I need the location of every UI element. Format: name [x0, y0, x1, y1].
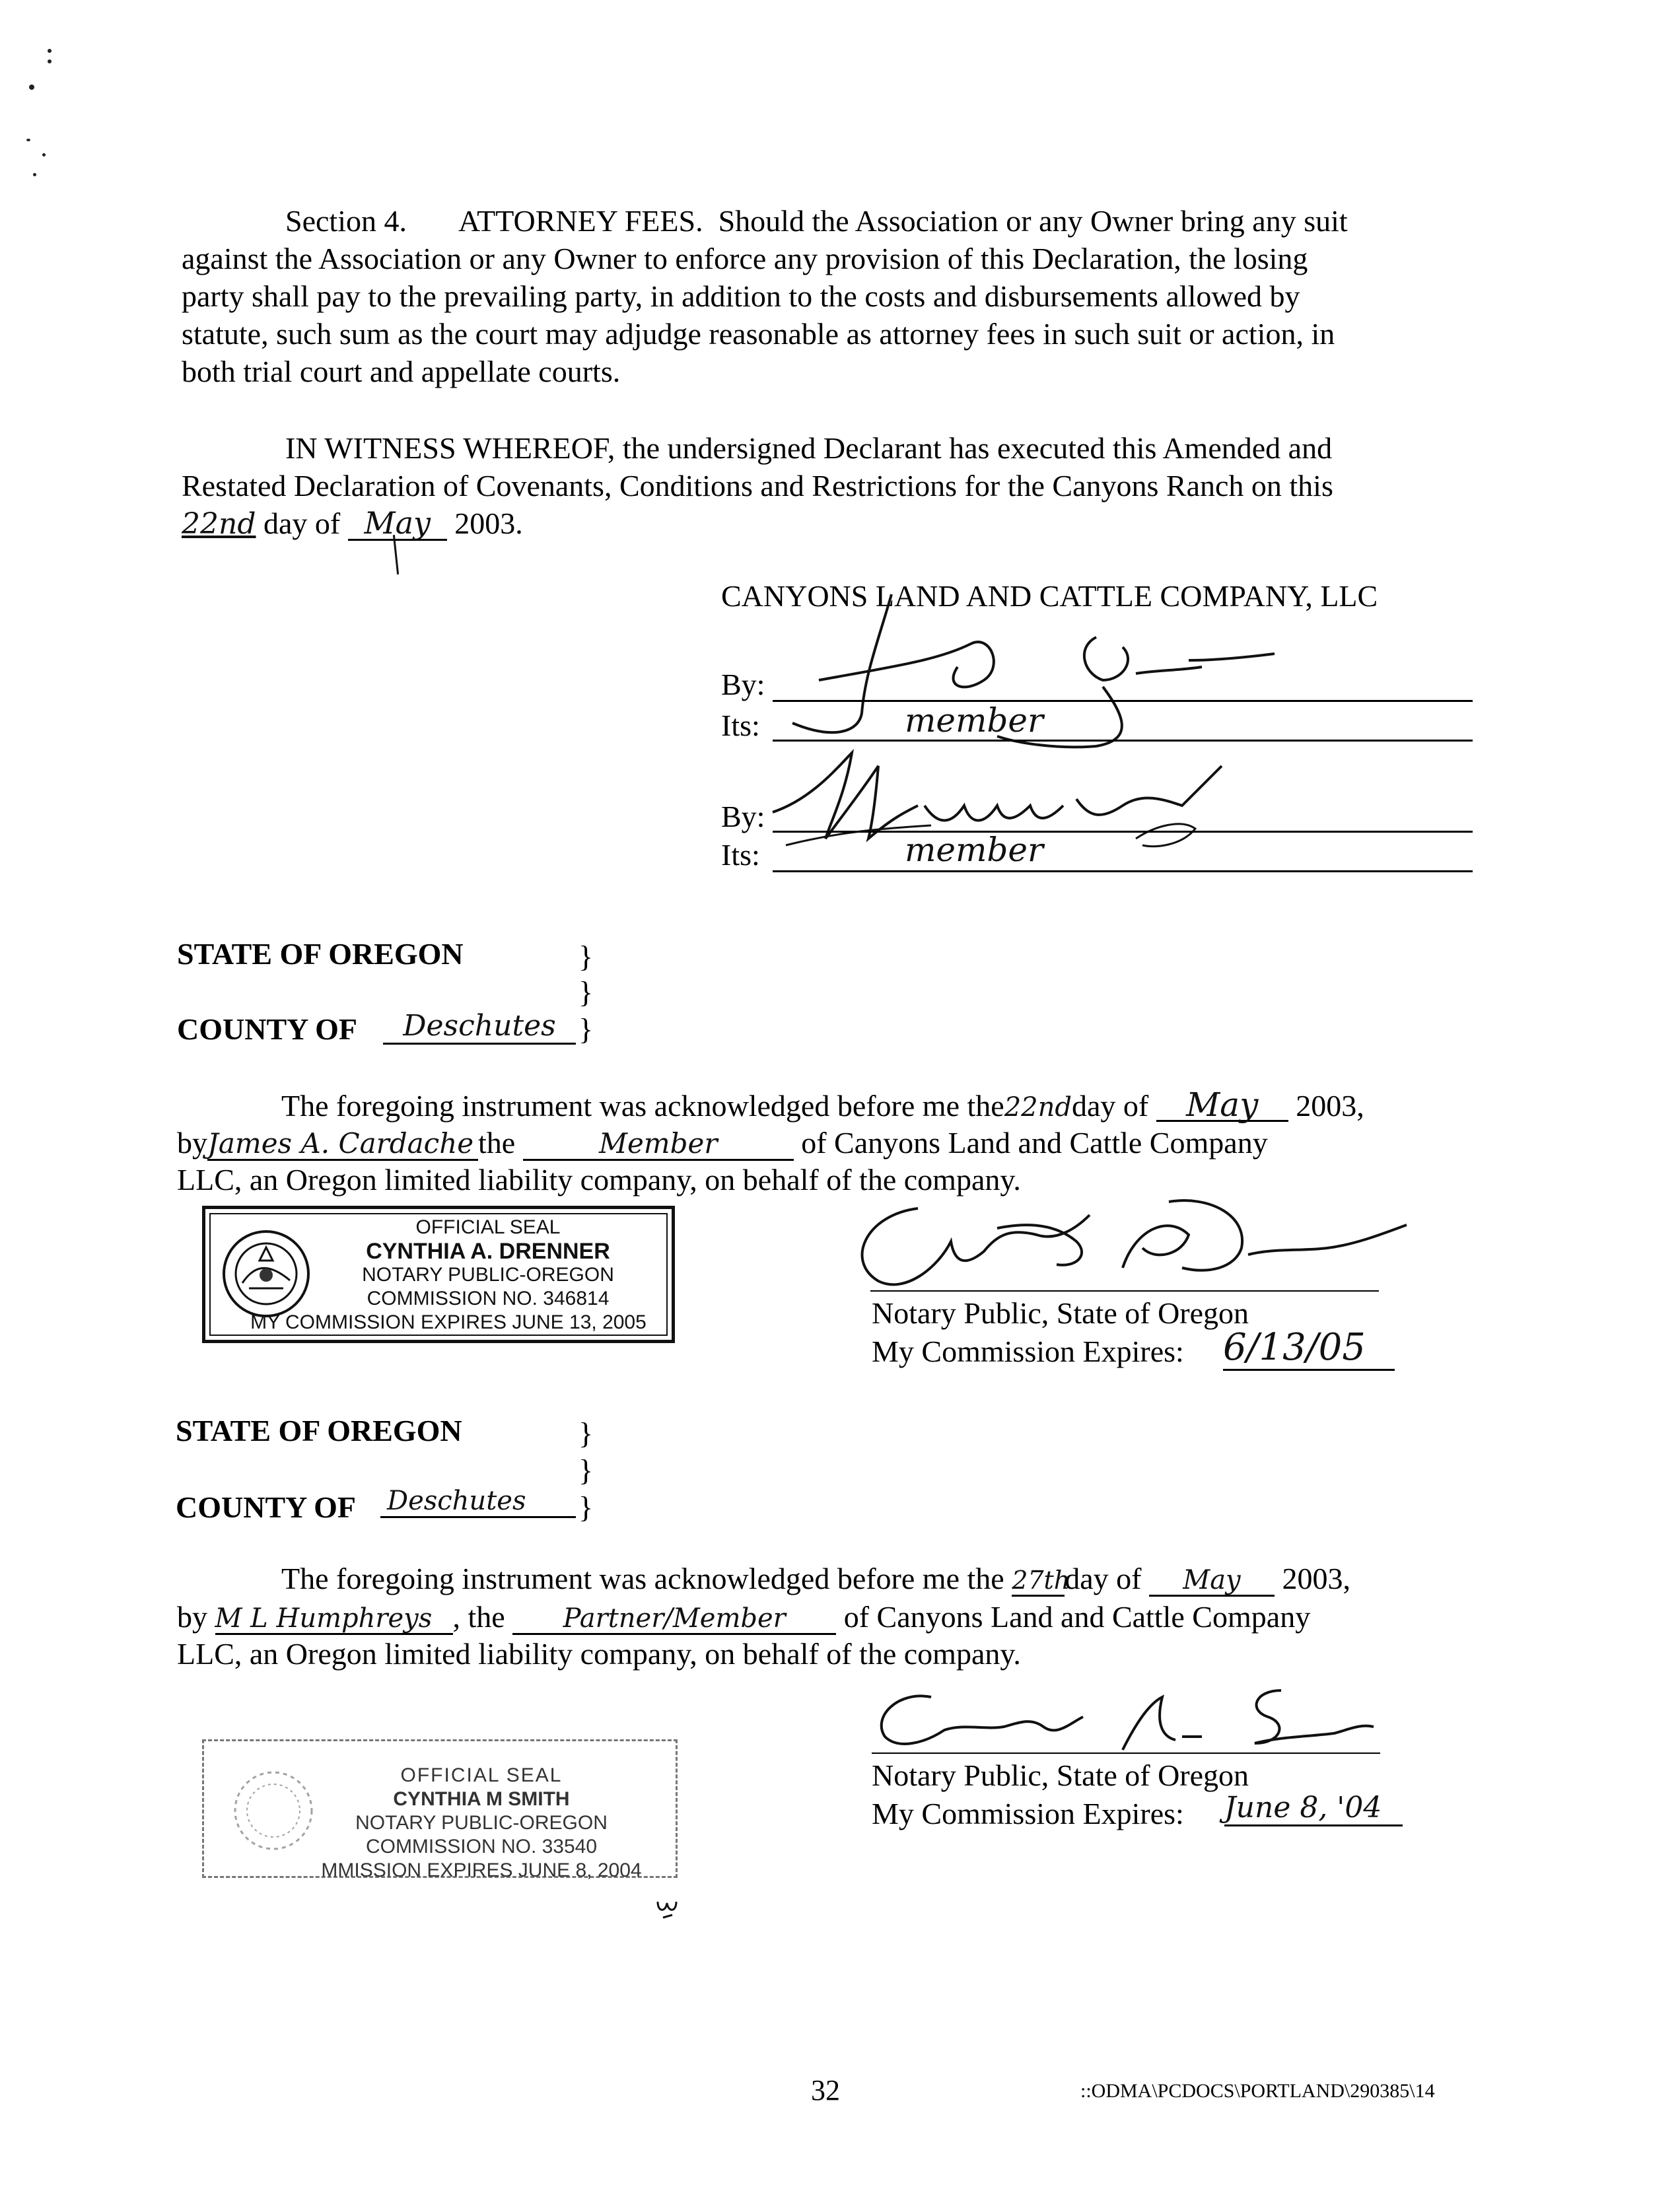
section-4-line-2: against the Association or any Owner to enforce any provision of this Declaration, the losing	[182, 242, 1308, 275]
seal-2-text	[316, 1764, 647, 1883]
seal-1-role: NOTARY PUBLIC-OREGON	[362, 1264, 614, 1286]
ack1-title-handwritten: Member	[523, 1128, 794, 1161]
seal-1-commission: COMMISSION NO. 346814	[367, 1288, 610, 1309]
ack2-line-2-end: of Canyons Land and Cattle Company	[843, 1600, 1311, 1634]
ack1-by-label: by	[177, 1126, 207, 1160]
document-path: ::ODMA\PCDOCS\PORTLAND\290385\14	[1080, 2080, 1435, 2102]
ack1-expires-label: My Commission Expires:	[872, 1335, 1184, 1368]
scan-speck	[42, 153, 46, 156]
ack2-county-label: COUNTY OF	[176, 1490, 357, 1524]
its-line-2	[773, 870, 1473, 872]
witness-day-handwritten: 22nd	[182, 507, 256, 541]
seal-2-commission: COMMISSION NO. 33540	[365, 1836, 598, 1857]
section-4-line-3: party shall pay to the prevailing party, in addition to the costs and disbursements allowed by	[182, 279, 1300, 313]
seal-2-title: OFFICIAL SEAL	[400, 1764, 563, 1786]
ack2-the-label: , the	[452, 1600, 505, 1634]
seal-1-expires: MY COMMISSION EXPIRES JUNE 13, 2005	[250, 1311, 647, 1333]
ack1-line-1	[281, 1087, 1364, 1127]
ack1-brace-1: }	[578, 940, 594, 973]
its-label-2: Its:	[721, 838, 760, 872]
scan-speck	[29, 85, 34, 90]
ack2-state: STATE OF OREGON	[176, 1414, 462, 1447]
seal-2-role: NOTARY PUBLIC-OREGON	[355, 1812, 608, 1834]
ack1-day-of: day of	[1071, 1089, 1149, 1123]
by-line-2	[773, 831, 1473, 833]
witness-line-1: IN WITNESS WHEREOF, the undersigned Declarant has executed this Amended and	[285, 431, 1333, 465]
ack1-expires-handwritten: 6/13/05	[1223, 1326, 1395, 1371]
section-4-line-4: statute, such sum as the court may adjudge reasonable as attorney fees in such suit or action, in	[182, 317, 1335, 351]
ack1-line-2-end: of Canyons Land and Cattle Company	[801, 1126, 1268, 1160]
ack2-month-handwritten: May	[1149, 1566, 1275, 1597]
its-label-1: Its:	[721, 709, 760, 742]
seal-1-title: OFFICIAL SEAL	[415, 1216, 561, 1238]
ack1-state: STATE OF OREGON	[177, 937, 464, 971]
seal-1-name: CYNTHIA A. DRENNER	[366, 1239, 610, 1264]
ack2-day-handwritten: 27th	[1012, 1566, 1065, 1597]
oregon-state-seal-faded-icon	[230, 1768, 316, 1854]
notary-seal-1	[202, 1206, 675, 1343]
scan-speck	[48, 49, 52, 53]
ack2-notary-label: Notary Public, State of Oregon	[872, 1758, 1249, 1792]
ack1-year: 2003,	[1296, 1089, 1364, 1123]
ack1-brace-2: }	[578, 975, 594, 1009]
section-4-line-5: both trial court and appellate courts.	[182, 355, 621, 388]
its-handwritten-1: member	[905, 701, 1043, 740]
ack2-expires-handwritten: June 8, '04	[1224, 1791, 1403, 1826]
ack2-title-handwritten: Partner/Member	[512, 1604, 836, 1635]
seal-2-expires: MMISSION EXPIRES JUNE 8, 2004	[321, 1859, 642, 1881]
scan-speck	[26, 139, 30, 141]
ack2-text-a: The foregoing instrument was acknowledged before me the	[281, 1562, 1004, 1595]
witness-day-of: day of	[263, 506, 341, 540]
seal-1-text	[250, 1216, 672, 1335]
seal-2-name: CYNTHIA M SMITH	[393, 1788, 570, 1810]
by-label-2: By:	[721, 800, 765, 833]
section-label: Section 4.	[285, 204, 407, 238]
witness-line-3	[182, 504, 523, 543]
ack1-day-handwritten: 22nd	[1004, 1092, 1072, 1123]
notary-seal-2	[202, 1739, 678, 1881]
ack1-county-handwritten: Deschutes	[383, 1009, 576, 1045]
ack1-county-label: COUNTY OF	[177, 1012, 358, 1046]
section-heading: ATTORNEY FEES.	[458, 204, 703, 238]
ack2-brace-2: }	[578, 1453, 594, 1487]
page-number: 32	[811, 2074, 840, 2106]
initials-mark	[654, 1895, 680, 1922]
witness-line-2: Restated Declaration of Covenants, Conditions and Restrictions for the Canyons Ranch on this	[182, 469, 1333, 503]
section-4-line-1	[285, 202, 1348, 240]
notary-signature-line-1	[870, 1290, 1379, 1292]
notary-signature-1	[839, 1189, 1420, 1301]
ack1-notary-label: Notary Public, State of Oregon	[872, 1296, 1249, 1330]
scan-speck	[33, 173, 36, 176]
ack2-name-handwritten: M L Humphreys	[215, 1604, 453, 1635]
ack2-brace-1: }	[578, 1416, 594, 1450]
scan-speck	[48, 59, 52, 63]
witness-year: 2003.	[454, 506, 523, 540]
ack1-month-handwritten: May	[1156, 1090, 1288, 1122]
ack1-name-handwritten: James A. Cardache	[207, 1128, 478, 1161]
company-name: CANYONS LAND AND CATTLE COMPANY, LLC	[721, 579, 1378, 613]
ack2-brace-3: }	[578, 1490, 594, 1524]
ack2-county-handwritten: Deschutes	[380, 1486, 576, 1518]
section-text: Should the Association or any Owner bring any suit	[718, 204, 1348, 238]
notary-signature-2	[858, 1677, 1387, 1763]
ack2-by-label: by	[177, 1600, 207, 1634]
ack2-line-1	[281, 1560, 1350, 1597]
witness-month-handwritten: May	[348, 507, 447, 541]
ack2-line-2	[177, 1598, 1310, 1636]
notary-signature-line-2	[872, 1753, 1380, 1754]
ack1-brace-3: }	[578, 1012, 594, 1046]
ack1-line-3: LLC, an Oregon limited liability company, on behalf of the company.	[177, 1163, 1021, 1197]
ack2-year: 2003,	[1282, 1562, 1350, 1595]
ack2-day-of: day of	[1065, 1562, 1142, 1595]
its-handwritten-2: member	[905, 831, 1043, 869]
ack1-line-2	[177, 1124, 1268, 1162]
ack2-expires-label: My Commission Expires:	[872, 1797, 1184, 1830]
oregon-state-seal-icon	[220, 1228, 312, 1320]
by-line-1	[773, 700, 1473, 702]
ack1-text-a: The foregoing instrument was acknowledged before me the	[281, 1089, 1004, 1123]
ack2-line-3: LLC, an Oregon limited liability company, on behalf of the company.	[177, 1637, 1021, 1671]
ack1-the-label: the	[478, 1126, 516, 1160]
by-label-1: By:	[721, 668, 765, 701]
